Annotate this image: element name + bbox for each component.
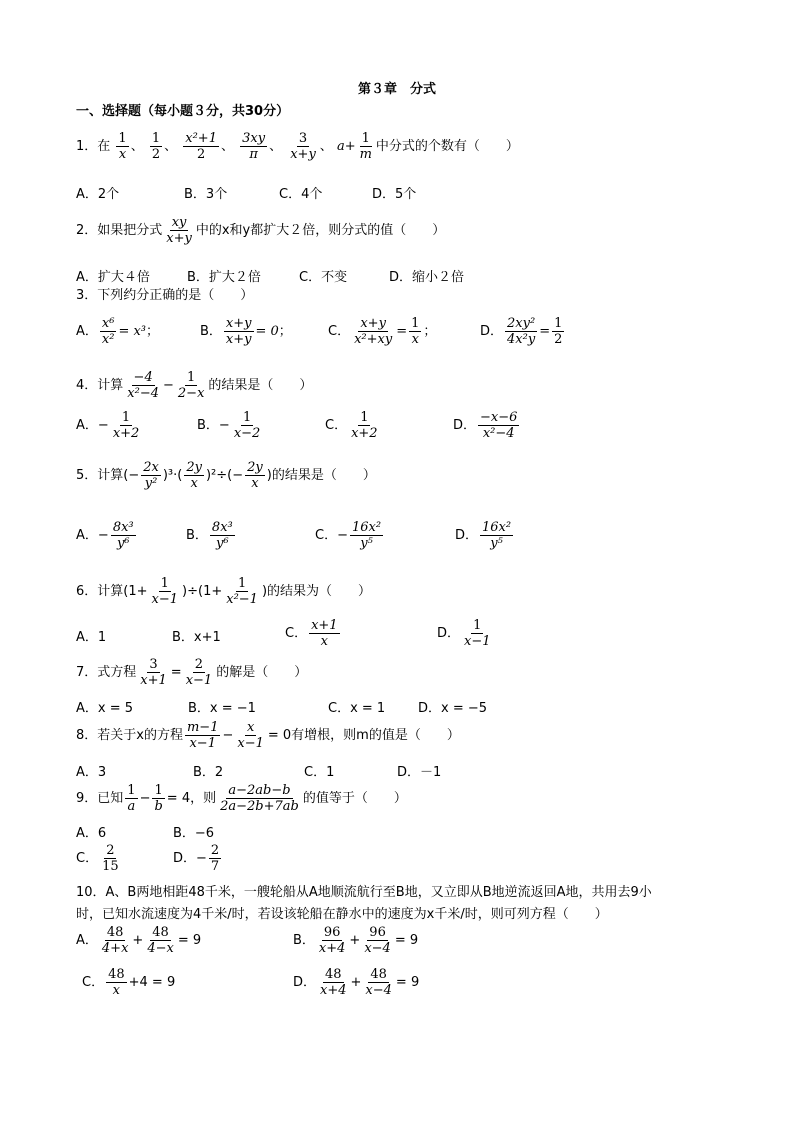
fraction: $\frac{a-2ab-b}{2a-2b+7ab}$ — [220, 783, 299, 814]
fraction: $\frac{-x-6}{\text{x²−4}}$ — [480, 410, 518, 441]
question-3: 3．下列约分正确的是（ ） — [76, 288, 254, 303]
option-label: C． — [315, 528, 338, 543]
question-8: 8．若关于x的方程 $\frac{m-1}{x-1}$ − $\frac{x}{x-1}$ = 0有增根，则m的值是（ ） — [76, 720, 460, 751]
question-9-prefix: 9．已知 — [76, 791, 124, 806]
option-a: A．− $\frac{\text{8x³}}{\text{y⁶}}$ — [76, 520, 134, 551]
option-c: C．4个 — [279, 187, 323, 202]
fraction: $\frac{1}{x+2}$ — [351, 410, 378, 441]
question-6-prefix: 6．计算 — [76, 584, 124, 599]
question-9-mid: ，则 — [190, 791, 217, 806]
fraction: $\frac{48}{x+4}$ — [320, 967, 347, 998]
option-label: D． — [453, 418, 477, 433]
fraction: $\frac{x}{x-1}$ — [237, 720, 264, 751]
option-c — [325, 410, 382, 441]
fraction: $\frac{\text{16x²}}{\text{y⁵}}$ — [351, 520, 382, 551]
option-d — [455, 520, 515, 551]
fraction: $\frac{1}{x}$ — [118, 131, 127, 162]
fraction: $\frac{48}{x}$ — [108, 967, 125, 998]
option-label: B． — [293, 933, 315, 948]
fraction: $\frac{1}{b}$ — [154, 783, 163, 814]
option-label: B． — [186, 528, 208, 543]
option-label: A． — [76, 324, 98, 339]
option-d: D．5个 — [372, 187, 417, 202]
section-heading: 一、选择题（每小题３分，共30分） — [76, 104, 290, 119]
fraction: $\frac{1}{x-1}$ — [151, 576, 179, 607]
fraction: $\frac{1}{x-2}$ — [233, 410, 261, 441]
fraction: $\frac{2y}{x}$ — [247, 460, 263, 491]
option-c: C． $\frac{48}{x}$ +4 = 9 — [82, 967, 176, 998]
option-b: B．x+1 — [172, 630, 221, 645]
option-label: C． — [285, 626, 308, 641]
option-d — [453, 410, 521, 441]
question-4-text: 的结果是（ ） — [208, 378, 313, 393]
fraction: $\frac{2x}{\text{y²}}$ — [143, 460, 159, 491]
question-5: 5．计算(− $\frac{2x}{\text{y²}}$ )³·( $\frac{2y}{x}$ )²÷(− $\frac{2y}{x}$ )的结果是（ ） — [76, 460, 376, 491]
fraction: $\frac{2}{x-1}$ — [185, 657, 213, 688]
fraction: $\frac{3}{x+y}$ — [290, 131, 316, 162]
option-label: D． — [173, 851, 197, 866]
question-6-text: 的结果为（ ） — [267, 584, 372, 599]
option-d: D． $\frac{48}{x+4}$ + $\frac{48}{x-4}$ = 9 — [293, 967, 420, 998]
option-a: A．x = 5 — [76, 701, 134, 716]
question-4-prefix: 4．计算 — [76, 378, 124, 393]
option-c: C．x = 1 — [328, 701, 386, 716]
fraction: $\frac{1}{2}$ — [554, 316, 563, 347]
page-title: 第３章 分式 — [357, 82, 436, 97]
question-9-text: 的值等于（ ） — [302, 791, 407, 806]
fraction: $\frac{3}{x+1}$ — [140, 657, 167, 688]
fraction: $\frac{1}{x+2}$ — [112, 410, 140, 441]
fraction: $\frac{x+y}{x+y}$ — [225, 316, 252, 347]
fraction: $\frac{96}{x+4}$ — [318, 925, 346, 956]
fraction: $\frac{m-1}{x-1}$ — [186, 720, 219, 751]
option-d — [437, 618, 495, 649]
option-c: C． $\frac{x+y}{\text{x²+xy}}$ = $\frac{1}{x}$ ； — [328, 316, 437, 347]
question-5-prefix: 5．计算 — [76, 468, 124, 483]
option-label: D． — [480, 324, 504, 339]
option-c: C．1 — [304, 765, 335, 780]
option-label: D． — [455, 528, 479, 543]
question-5-text: 的结果是（ ） — [271, 468, 376, 483]
question-1-prefix: 1．在 — [76, 139, 111, 154]
fraction: $\frac{-4}{\text{x²−4}}$ — [127, 370, 159, 401]
fraction: $\frac{1}{x-1}$ — [464, 618, 491, 649]
option-b: B．3个 — [184, 187, 228, 202]
option-a: A．2个 — [76, 187, 120, 202]
option-a: A．− $\frac{1}{x+2}$ — [76, 410, 140, 441]
fraction: $\frac{48}{x-4}$ — [365, 967, 392, 998]
fraction: $\frac{\text{x⁶}}{\text{x²}}$ — [101, 316, 115, 347]
option-b: B．− $\frac{1}{x-2}$ — [197, 410, 261, 441]
question-1: 1．在 $\frac{1}{x}$ 、 $\frac{1}{2}$ 、 $\frac{\text{x²+1}}{2}$ 、 $\frac{3xy}{\pi}$ 、 $\frac{3}{x+y}$ 、 a+ $\frac{1}{m}$ 中分式的个数有（ ） — [76, 131, 519, 162]
question-10-line-1: 10．A、B两地相距48千米，一艘轮船从A地顺流航行至B地，又立即从B地逆流返回A地，共用去9小 — [76, 885, 652, 900]
fraction: $\frac{\text{2xy²}}{\text{4x²y}}$ — [507, 316, 536, 347]
question-10-line-2: 时，已知水流速度为4千米/时，若设该轮船在静水中的速度为x千米/时，则可列方程（ ） — [76, 907, 608, 922]
option-d: D．x = −5 — [418, 701, 488, 716]
option-c — [285, 618, 342, 649]
question-7-text: 的解是（ ） — [216, 665, 308, 680]
option-label: A． — [76, 933, 98, 948]
option-b: B．x = −1 — [188, 701, 256, 716]
fraction: $\frac{1}{m}$ — [359, 131, 372, 162]
option-label: A． — [76, 418, 98, 433]
fraction: $\frac{\text{8x³}}{\text{y⁶}}$ — [112, 520, 134, 551]
option-label: D． — [293, 975, 317, 990]
fraction: $\frac{\text{x²+1}}{2}$ — [185, 131, 217, 162]
math-expression: a+ — [336, 139, 356, 154]
fraction: $\frac{2}{15}$ — [102, 843, 119, 874]
option-a: A．1 — [76, 630, 107, 645]
option-b: B． $\frac{96}{x+4}$ + $\frac{96}{x-4}$ = 9 — [293, 925, 419, 956]
question-2-text: 中的x和y都扩大２倍，则分式的值（ ） — [195, 223, 446, 238]
option-c: C．− $\frac{\text{16x²}}{\text{y⁵}}$ — [315, 520, 382, 551]
question-7: 7．式方程 $\frac{3}{x+1}$ = $\frac{2}{x-1}$ 的解是（ ） — [76, 657, 308, 688]
option-d: D．− $\frac{2}{7}$ — [173, 843, 220, 874]
question-2-prefix: 2．如果把分式 — [76, 223, 163, 238]
question-8-text: 有增根，则m的值是（ ） — [291, 728, 460, 743]
option-label: B． — [197, 418, 219, 433]
fraction: $\frac{48}{4-x}$ — [147, 925, 174, 956]
fraction: $\frac{\text{8x³}}{\text{y⁶}}$ — [211, 520, 233, 551]
question-7-prefix: 7．式方程 — [76, 665, 137, 680]
option-b: B．2 — [193, 765, 224, 780]
option-c: C．不变 — [299, 270, 348, 285]
option-label: D． — [437, 626, 461, 641]
option-label: C． — [325, 418, 348, 433]
fraction: $\frac{2}{7}$ — [210, 843, 220, 874]
option-a: A． $\frac{\text{x⁶}}{\text{x²}}$ = x³； — [76, 316, 160, 347]
question-6: 6．计算(1+ $\frac{1}{x-1}$ )÷(1+ $\frac{1}{\text{x²−1}}$ )的结果为（ ） — [76, 576, 372, 607]
option-a: A． $\frac{48}{4+x}$ + $\frac{48}{4-x}$ = 9 — [76, 925, 202, 956]
fraction: $\frac{xy}{x+y}$ — [166, 215, 192, 246]
fraction: $\frac{x+1}{x}$ — [311, 618, 338, 649]
option-d: D．缩小２倍 — [389, 270, 465, 285]
fraction: $\frac{1}{2-x}$ — [177, 370, 205, 401]
fraction: $\frac{96}{x-4}$ — [364, 925, 391, 956]
fraction: $\frac{48}{4+x}$ — [101, 925, 129, 956]
option-label: C． — [76, 851, 99, 866]
fraction: $\frac{2y}{x}$ — [186, 460, 202, 491]
question-2 — [76, 215, 445, 246]
option-label: B． — [200, 324, 222, 339]
option-b — [186, 520, 237, 551]
fraction: $\frac{\text{16x²}}{\text{y⁵}}$ — [482, 520, 512, 551]
option-b: B．扩大２倍 — [187, 270, 261, 285]
question-9: 9．已知 $\frac{1}{a}$ − $\frac{1}{b}$ = 4，则 $\frac{a-2ab-b}{2a-2b+7ab}$ 的值等于（ ） — [76, 783, 407, 814]
option-b: B．−6 — [173, 826, 215, 841]
option-a: A．6 — [76, 826, 107, 841]
option-a: A．扩大４倍 — [76, 270, 150, 285]
option-label: A． — [76, 528, 98, 543]
option-label: C． — [328, 324, 351, 339]
option-c — [76, 843, 123, 874]
fraction: $\frac{x+y}{\text{x²+xy}}$ — [354, 316, 393, 347]
question-10 — [76, 882, 726, 926]
fraction: $\frac{1}{a}$ — [127, 783, 136, 814]
option-b: B． $\frac{x+y}{x+y}$ = 0； — [200, 316, 292, 347]
option-a: A．3 — [76, 765, 107, 780]
option-d: D．－1 — [397, 765, 442, 780]
question-8-prefix: 8．若关于x的方程 — [76, 728, 183, 743]
option-label: C． — [82, 975, 105, 990]
option-d: D． $\frac{\text{2xy²}}{\text{4x²y}}$ = $\frac{1}{2}$ — [480, 316, 563, 347]
fraction: $\frac{1}{\text{x²−1}}$ — [226, 576, 258, 607]
question-4: 4．计算 $\frac{-4}{\text{x²−4}}$ − $\frac{1}{2-x}$ 的结果是（ ） — [76, 370, 313, 401]
fraction: $\frac{1}{x}$ — [411, 316, 420, 347]
fraction: $\frac{3xy}{\pi}$ — [242, 131, 266, 162]
fraction: $\frac{1}{2}$ — [151, 131, 161, 162]
question-1-text: 中分式的个数有（ ） — [375, 139, 519, 154]
